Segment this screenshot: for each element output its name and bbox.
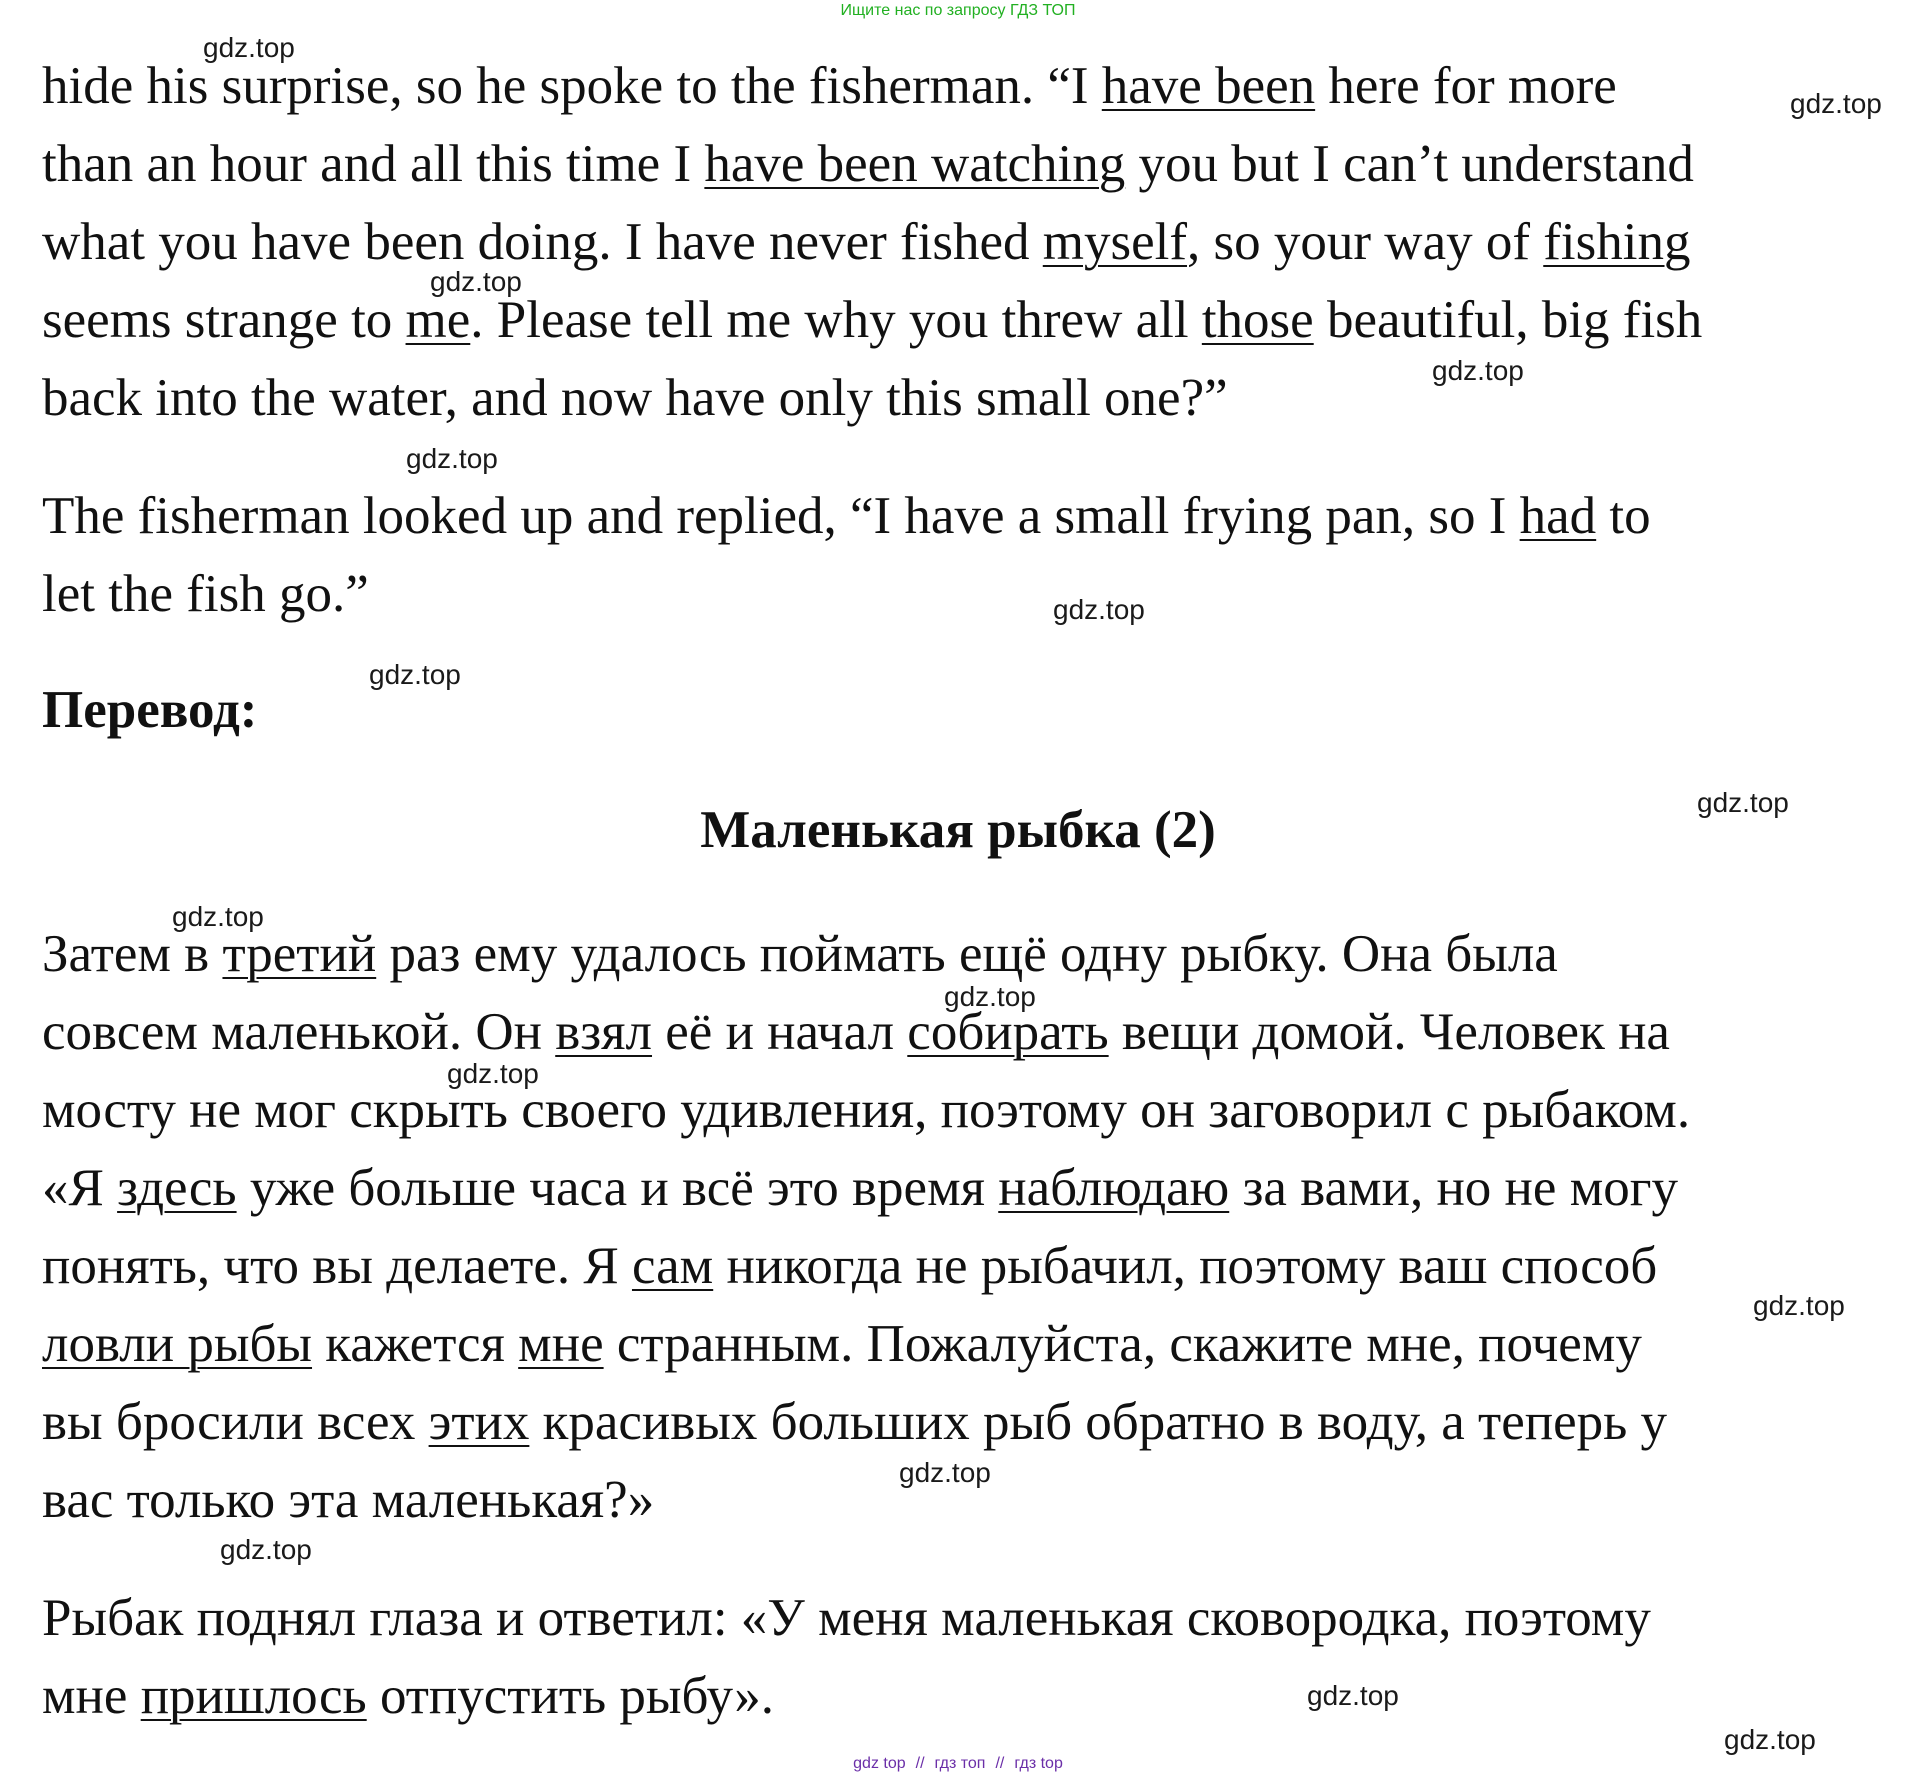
watermark: gdz.top <box>1053 594 1145 625</box>
watermark: gdz.top <box>1790 88 1882 119</box>
underlined-word: здесь <box>117 1159 237 1217</box>
text-segment: Затем в <box>42 925 223 983</box>
text-segment: никогда не рыбачил, поэтому ваш способ <box>713 1237 1658 1295</box>
text-segment: вас только эта маленькая?» <box>42 1471 655 1529</box>
text-segment: понять, что вы делаете. Я <box>42 1237 632 1295</box>
watermark: gdz.top <box>1753 1290 1845 1321</box>
watermark: gdz.top <box>1724 1724 1816 1755</box>
underlined-word: me <box>405 291 471 349</box>
text-line-ru-5 <box>42 1236 1657 1296</box>
text-line-en-2 <box>42 134 1694 194</box>
footer-links <box>0 1754 1916 1774</box>
watermark: gdz.top <box>1697 787 1789 818</box>
watermark: gdz.top <box>944 981 1036 1012</box>
watermark: gdz.top <box>172 901 264 932</box>
underlined-word: ловли рыбы <box>42 1315 313 1373</box>
watermark: gdz.top <box>369 659 461 690</box>
underlined-word: fishing <box>1543 213 1691 271</box>
watermark: gdz.top <box>899 1457 991 1488</box>
underlined-word: собирать <box>907 1003 1109 1061</box>
text-segment: уже больше часа и всё это время <box>236 1159 999 1217</box>
text-segment: you but I can’t understand <box>1125 135 1694 193</box>
text-line-en-4 <box>42 290 1702 350</box>
underlined-word: третий <box>222 925 377 983</box>
text-line-en-5 <box>42 368 1228 428</box>
footer-link[interactable]: gdz top <box>853 1755 906 1772</box>
text-segment: Рыбак поднял глаза и ответил: «У меня маленькая сковородка, поэтому <box>42 1589 1651 1647</box>
underlined-word: этих <box>428 1393 530 1451</box>
underlined-word: наблюдаю <box>998 1159 1230 1217</box>
translation-heading: Перевод: <box>42 681 258 739</box>
footer-link[interactable]: гдз топ <box>934 1755 986 1772</box>
watermark: gdz.top <box>447 1058 539 1089</box>
text-segment: совсем маленькой. Он <box>42 1003 556 1061</box>
text-line-ru-1 <box>42 924 1558 984</box>
text-line-ru-3 <box>42 1080 1690 1140</box>
text-segment: hide his surprise, so he spoke to the fisherman. “I <box>42 57 1102 115</box>
underlined-word: сам <box>631 1237 714 1295</box>
text-segment: what you have been doing. I have never fished <box>42 213 1043 271</box>
text-segment: back into the water, and now have only this small one?” <box>42 369 1228 427</box>
underlined-word: have been <box>1101 57 1316 115</box>
text-segment: beautiful, big fish <box>1313 291 1703 349</box>
text-line-ru-9 <box>42 1588 1651 1648</box>
text-segment: красивых больших рыб обратно в воду, а теперь у <box>529 1393 1668 1451</box>
text-segment: to <box>1596 487 1651 545</box>
watermark: gdz.top <box>203 32 295 63</box>
underlined-word: those <box>1201 291 1314 349</box>
text-line-en-7 <box>42 564 369 624</box>
underlined-word: мне <box>518 1315 604 1373</box>
text-segment: . Please tell me why you threw all <box>470 291 1202 349</box>
underlined-word: myself <box>1042 213 1188 271</box>
text-segment: , so your way of <box>1187 213 1544 271</box>
text-segment: than an hour and all this time I <box>42 135 705 193</box>
text-line-ru-4 <box>42 1158 1678 1218</box>
text-segment: here for more <box>1315 57 1617 115</box>
text-segment: за вами, но не могу <box>1229 1159 1678 1217</box>
text-line-en-1 <box>42 56 1617 116</box>
text-segment: её и начал <box>652 1003 908 1061</box>
text-line-ru-8 <box>42 1470 654 1530</box>
text-segment: странным. Пожалуйста, скажите мне, почему <box>603 1315 1642 1373</box>
text-line-ru-7 <box>42 1392 1667 1452</box>
footer-separator: // <box>995 1755 1005 1772</box>
footer-separator: // <box>915 1755 925 1772</box>
watermark: gdz.top <box>1307 1680 1399 1711</box>
underlined-word: пришлось <box>140 1667 367 1725</box>
text-segment: вы бросили всех <box>42 1393 429 1451</box>
watermark: gdz.top <box>406 443 498 474</box>
text-segment: мосту не мог скрыть своего удивления, поэтому он заговорил с рыбаком. <box>42 1081 1691 1139</box>
text-segment: кажется <box>312 1315 519 1373</box>
text-segment: мне <box>42 1667 141 1725</box>
text-segment: раз ему удалось поймать ещё одну рыбку. Она была <box>376 925 1558 983</box>
underlined-word: have been watching <box>704 135 1126 193</box>
underlined-word: had <box>1519 487 1597 545</box>
text-segment: The fisherman looked up and replied, “I have a small frying pan, so I <box>42 487 1520 545</box>
watermark: gdz.top <box>220 1534 312 1565</box>
underlined-word: взял <box>555 1003 653 1061</box>
text-segment: вещи домой. Человек на <box>1108 1003 1670 1061</box>
text-segment: seems strange to <box>42 291 406 349</box>
text-line-ru-6 <box>42 1314 1642 1374</box>
text-segment: let the fish go.” <box>42 565 369 623</box>
text-line-ru-2 <box>42 1002 1670 1062</box>
watermark: gdz.top <box>430 266 522 297</box>
page-title: Маленькая рыбка (2) <box>700 801 1216 859</box>
text-line-en-6 <box>42 486 1651 546</box>
watermark: gdz.top <box>1432 355 1524 386</box>
text-segment: отпустить рыбу». <box>366 1667 775 1725</box>
top-banner: Ищите нас по запросу ГДЗ ТОП <box>840 2 1076 19</box>
text-line-ru-10 <box>42 1666 774 1726</box>
footer-link[interactable]: гдз top <box>1014 1755 1063 1772</box>
text-line-en-3 <box>42 212 1690 272</box>
text-segment: «Я <box>42 1159 118 1217</box>
